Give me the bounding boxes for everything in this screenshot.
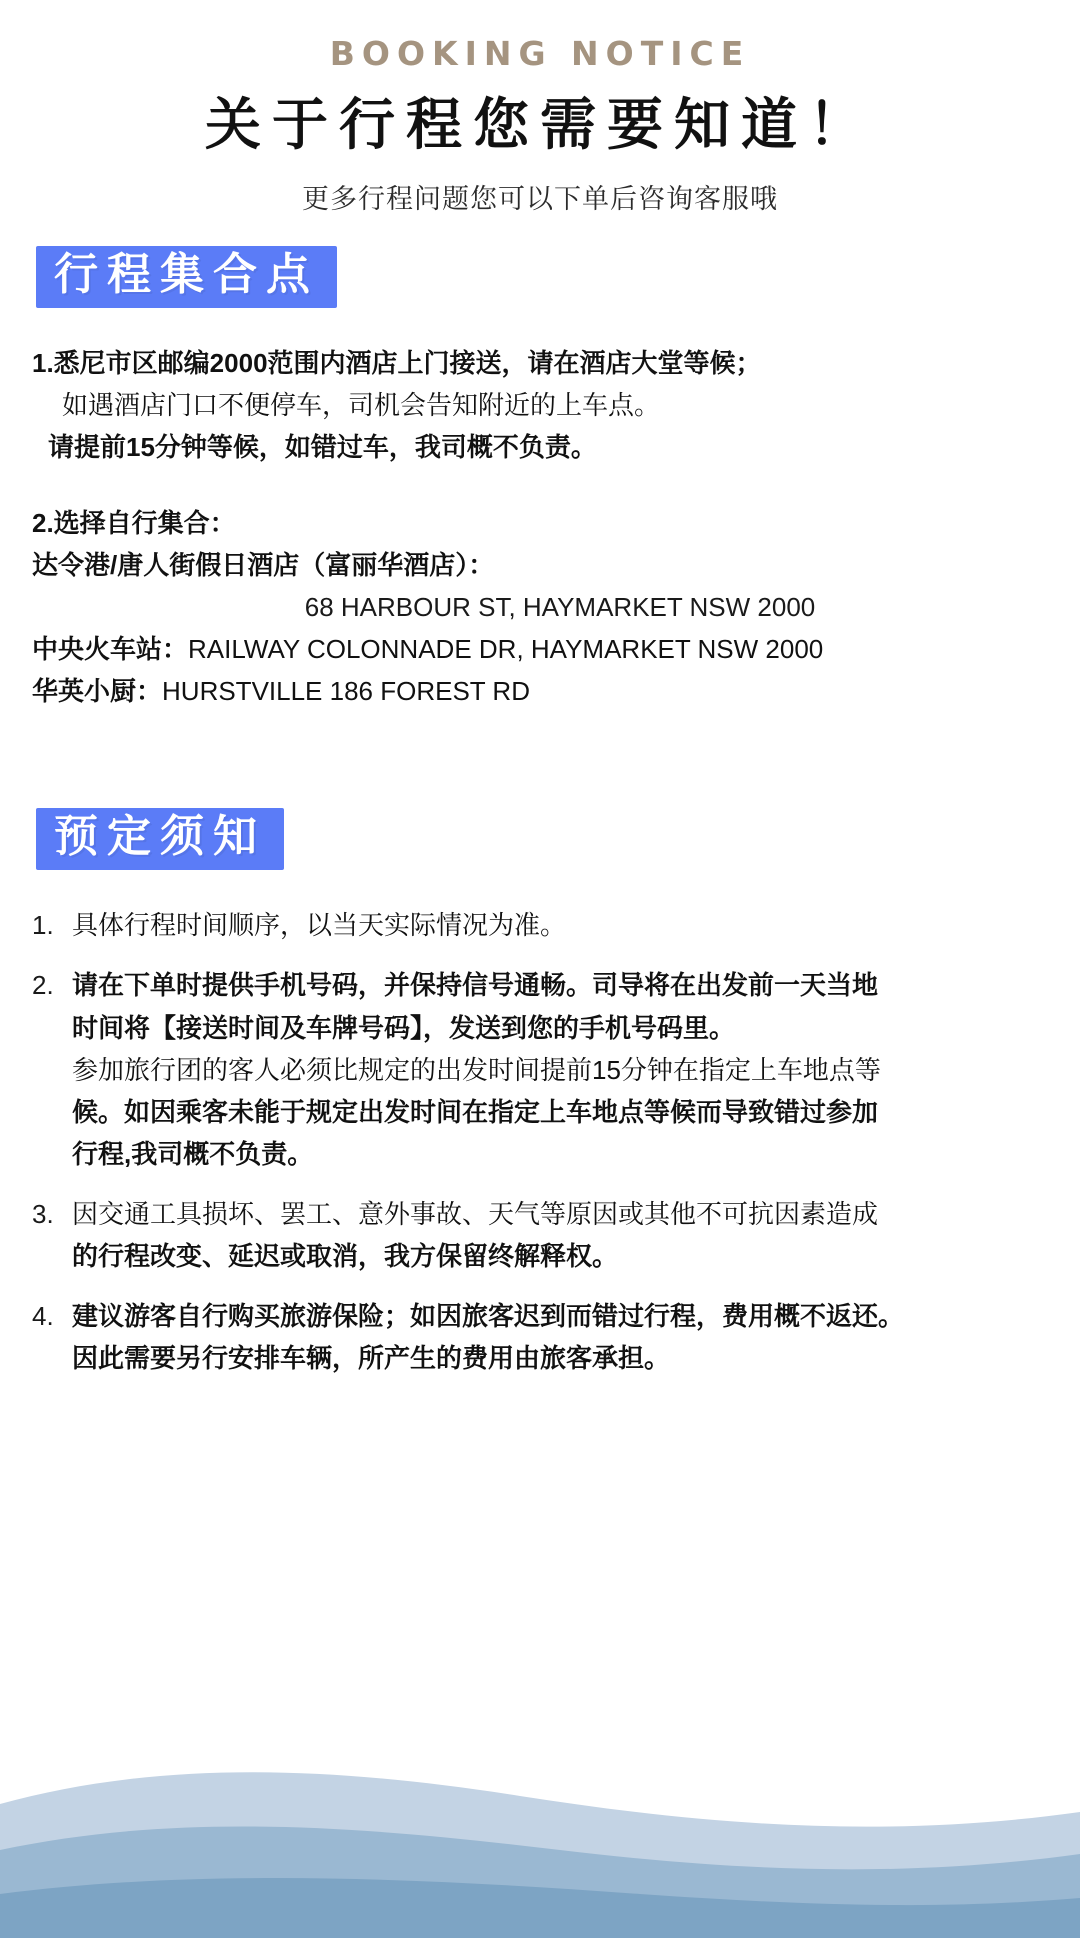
list-item-number: 2. [32,970,54,1001]
list-item [32,1295,1048,1379]
list-item-line: 参加旅行团的客人必须比规定的出发时间提前15分钟在指定上车地点等 [72,1054,881,1085]
spacer [0,228,1080,246]
meeting-point-2-line-1: 2.选择自行集合： [32,508,236,539]
meeting-point-1-line-3: 请提前15分钟等候，如错过车，我司概不负责。 [48,432,597,463]
wave-decoration [0,1708,1080,1938]
hotel-label: 达令港/唐人街假日酒店（富丽华酒店）： [32,550,495,581]
list-item-line: 行程,我司概不负责。 [72,1138,314,1169]
restaurant-label: 华英小厨： [32,676,163,707]
list-item-line: 时间将【接送时间及车牌号码】，发送到您的手机号码里。 [72,1012,736,1043]
section-2-heading-wrap [36,808,1080,870]
section-2-content [0,904,1080,1379]
list-item-line: 具体行程时间顺序，以当天实际情况为准。 [72,910,567,941]
meeting-point-item-2 [32,502,1048,712]
meeting-point-1-line-2: 如遇酒店门口不便停车，司机会告知附近的上车点。 [62,390,661,421]
station-label: 中央火车站： [32,634,189,665]
spacer [32,468,1048,502]
list-item-line: 候。如因乘客未能于规定出发时间在指定上车地点等候而导致错过参加 [72,1096,879,1127]
list-item-line: 建议游客自行购买旅游保险；如因旅客迟到而错过行程，费用概不返还。 [72,1301,905,1332]
restaurant-address: HURSTVILLE 186 FOREST RD [162,676,530,707]
list-item-line: 因交通工具损坏、罢工、意外事故、天气等原因或其他不可抗因素造成 [72,1199,879,1230]
list-item [32,1193,1048,1277]
spacer [32,1277,1048,1295]
list-item-line: 因此需要另行安排车辆，所产生的费用由旅客承担。 [72,1343,671,1374]
meeting-point-item-1 [32,342,1048,468]
page-header [0,0,1080,216]
list-item-number: 4. [32,1301,54,1332]
eyebrow-text: BOOKING NOTICE [329,34,751,73]
station-address: RAILWAY COLONNADE DR, HAYMARKET NSW 2000 [188,634,824,665]
page-subtitle: 更多行程问题您可以下单后咨询客服哦 [302,184,778,214]
list-item-number: 3. [32,1199,54,1230]
spacer [32,1175,1048,1193]
spacer [0,308,1080,342]
list-item-line: 请在下单时提供手机号码，并保持信号通畅。司导将在出发前一天当地 [72,970,879,1001]
section-1-heading-wrap [36,246,1080,308]
spacer [32,946,1048,964]
hotel-address: 68 HARBOUR ST, HAYMARKET NSW 2000 [304,591,816,622]
list-item [32,964,1048,1175]
meeting-point-1-line-1: 1.悉尼市区邮编2000范围内酒店上门接送，请在酒店大堂等候； [32,348,762,378]
list-item-number: 1. [32,910,54,941]
list-item-line: 的行程改变、延迟或取消，我方保留终解释权。 [72,1241,619,1272]
page-title: 关于行程您需要知道！ [205,93,875,158]
section-2-heading: 预定须知 [36,808,284,870]
list-item [32,904,1048,946]
spacer [0,712,1080,808]
spacer [0,870,1080,904]
station-row [32,628,1048,670]
section-1-heading: 行程集合点 [36,246,337,308]
section-1-content [0,342,1080,712]
restaurant-row [32,670,1048,712]
